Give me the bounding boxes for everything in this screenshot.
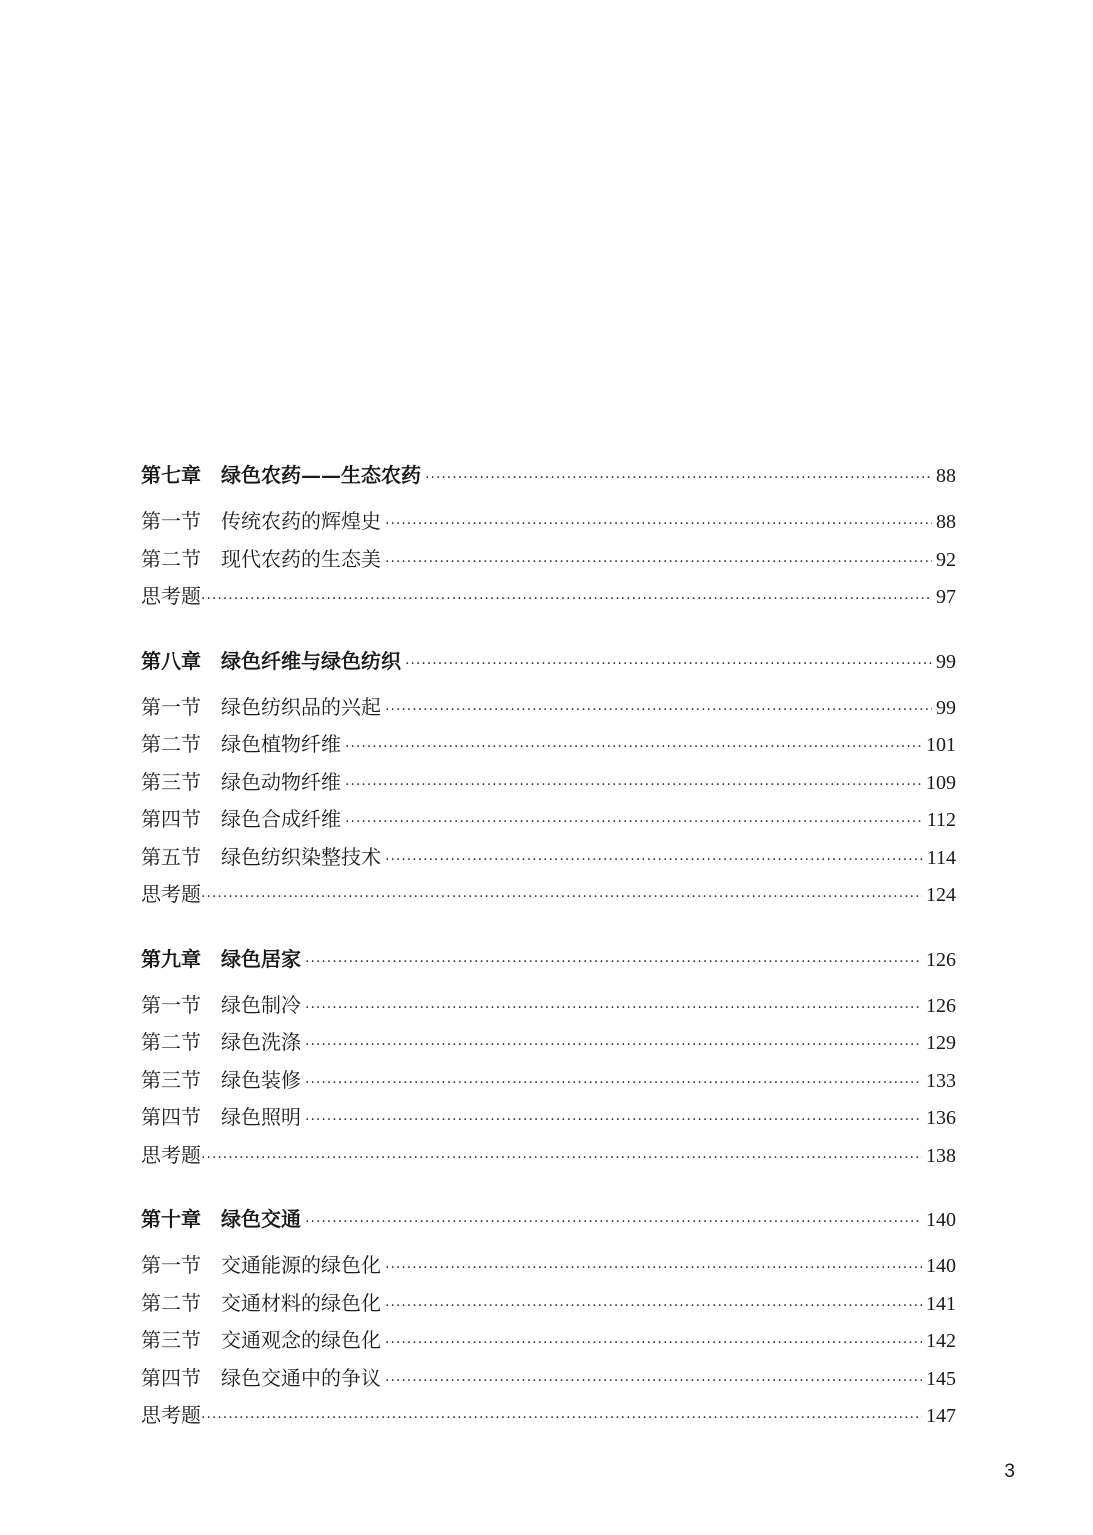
chapter-number: 第十章 (141, 1207, 201, 1231)
section-page: 112 (926, 809, 956, 831)
chapter-heading[interactable] (141, 641, 956, 681)
section-title: 现代农药的生态美 (221, 546, 381, 571)
toc-entry[interactable] (141, 1360, 956, 1398)
dot-leader (305, 942, 922, 982)
toc-entry[interactable] (141, 1024, 956, 1062)
section-title: 绿色洗涤 (221, 1030, 301, 1054)
dot-leader (345, 767, 922, 805)
chapter-block (141, 939, 956, 1175)
dot-leader (345, 804, 923, 842)
chapter-block (141, 455, 956, 616)
chapter-page: 140 (926, 1209, 956, 1231)
chapter-title: 绿色农药——生态农药 (221, 463, 421, 487)
chapter-heading[interactable] (141, 455, 956, 495)
chapter-heading[interactable] (141, 1199, 956, 1239)
section-page: 129 (926, 1032, 956, 1054)
section-title: 绿色植物纤维 (221, 732, 341, 756)
toc-entry[interactable] (141, 541, 956, 579)
toc-entry[interactable] (141, 876, 956, 914)
section-page: 141 (926, 1292, 956, 1315)
chapter-block (141, 1199, 956, 1435)
dot-leader (201, 1140, 922, 1178)
section-number: 第三节 (141, 769, 201, 794)
dot-leader (385, 692, 932, 730)
toc-entry[interactable] (141, 1322, 956, 1360)
section-number: 第四节 (141, 1365, 201, 1390)
chapter-number: 第七章 (141, 463, 201, 487)
toc-entry[interactable] (141, 1247, 956, 1285)
dot-leader (201, 1400, 922, 1438)
chapter-page: 126 (926, 948, 956, 971)
section-page: 133 (926, 1069, 956, 1092)
toc-entry[interactable] (141, 1062, 956, 1100)
toc-entry[interactable] (141, 764, 956, 802)
section-title: 思考题 (141, 882, 201, 906)
section-title: 绿色装修 (221, 1067, 301, 1092)
dot-leader (405, 644, 932, 684)
section-number: 第一节 (141, 1253, 201, 1277)
dot-leader (305, 1102, 922, 1140)
section-title: 绿色纺织品的兴起 (221, 694, 381, 719)
toc-entry[interactable] (141, 503, 956, 541)
toc-entry[interactable] (141, 726, 956, 764)
section-title: 交通观念的绿色化 (221, 1328, 381, 1352)
toc-entry[interactable] (141, 1099, 956, 1137)
section-page: 138 (926, 1144, 956, 1167)
dot-leader (305, 990, 922, 1028)
section-page: 109 (926, 771, 956, 794)
chapter-number: 第八章 (141, 648, 201, 673)
toc-entry[interactable] (141, 578, 956, 616)
toc-entry[interactable] (141, 1397, 956, 1435)
dot-leader (305, 1065, 922, 1103)
section-title: 思考题 (141, 1142, 201, 1167)
section-number: 第一节 (141, 509, 201, 533)
dot-leader (305, 1202, 922, 1242)
section-number: 第二节 (141, 732, 201, 756)
dot-leader (305, 1027, 922, 1065)
toc-entry[interactable] (141, 689, 956, 727)
section-number: 第二节 (141, 1030, 201, 1054)
section-number: 第三节 (141, 1328, 201, 1352)
section-title: 绿色合成纤维 (221, 807, 341, 831)
section-page: 88 (936, 511, 956, 533)
dot-leader (385, 842, 923, 880)
dot-leader (201, 879, 922, 917)
section-number: 第二节 (141, 546, 201, 571)
section-page: 126 (926, 994, 956, 1017)
section-number: 第三节 (141, 1067, 201, 1092)
toc-entry[interactable] (141, 839, 956, 877)
dot-leader (385, 506, 932, 544)
dot-leader (385, 544, 932, 582)
section-page: 142 (926, 1330, 956, 1352)
section-page: 140 (926, 1255, 956, 1277)
section-title: 交通能源的绿色化 (221, 1253, 381, 1277)
section-number: 第二节 (141, 1290, 201, 1315)
toc-entry[interactable] (141, 1285, 956, 1323)
dot-leader (425, 458, 932, 498)
chapter-block (141, 641, 956, 914)
toc-entry[interactable] (141, 1137, 956, 1175)
section-page: 97 (936, 586, 956, 608)
dot-leader (345, 729, 922, 767)
toc-entry[interactable] (141, 801, 956, 839)
dot-leader (385, 1363, 922, 1401)
section-title: 思考题 (141, 584, 201, 608)
section-title: 绿色动物纤维 (221, 769, 341, 794)
dot-leader (385, 1288, 922, 1326)
section-page: 99 (936, 696, 956, 719)
section-page: 124 (926, 884, 956, 906)
section-title: 交通材料的绿色化 (221, 1290, 381, 1315)
chapter-number: 第九章 (141, 946, 201, 971)
section-page: 145 (926, 1367, 956, 1390)
section-page: 147 (926, 1405, 956, 1427)
section-title: 思考题 (141, 1403, 201, 1427)
section-number: 第四节 (141, 1105, 201, 1129)
chapter-title: 绿色交通 (221, 1207, 301, 1231)
section-number: 第一节 (141, 992, 201, 1017)
section-page: 101 (926, 734, 956, 756)
dot-leader (385, 1250, 922, 1288)
chapter-title: 绿色居家 (221, 946, 301, 971)
section-title: 传统农药的辉煌史 (221, 509, 381, 533)
table-of-contents (141, 455, 956, 1460)
dot-leader (385, 1325, 922, 1363)
toc-entry[interactable] (141, 987, 956, 1025)
section-number: 第一节 (141, 694, 201, 719)
section-number: 第四节 (141, 807, 201, 831)
section-title: 绿色照明 (221, 1105, 301, 1129)
section-title: 绿色交通中的争议 (221, 1365, 381, 1390)
dot-leader (201, 581, 932, 619)
chapter-page: 99 (936, 650, 956, 673)
section-page: 92 (936, 548, 956, 571)
chapter-title: 绿色纤维与绿色纺织 (221, 648, 401, 673)
page-number: 3 (1004, 1461, 1015, 1482)
section-page: 114 (926, 846, 956, 869)
section-page: 136 (926, 1107, 956, 1129)
chapter-heading[interactable] (141, 939, 956, 979)
section-title: 绿色制冷 (221, 992, 301, 1017)
chapter-page: 88 (936, 465, 956, 487)
section-title: 绿色纺织染整技术 (221, 844, 381, 869)
section-number: 第五节 (141, 844, 201, 869)
